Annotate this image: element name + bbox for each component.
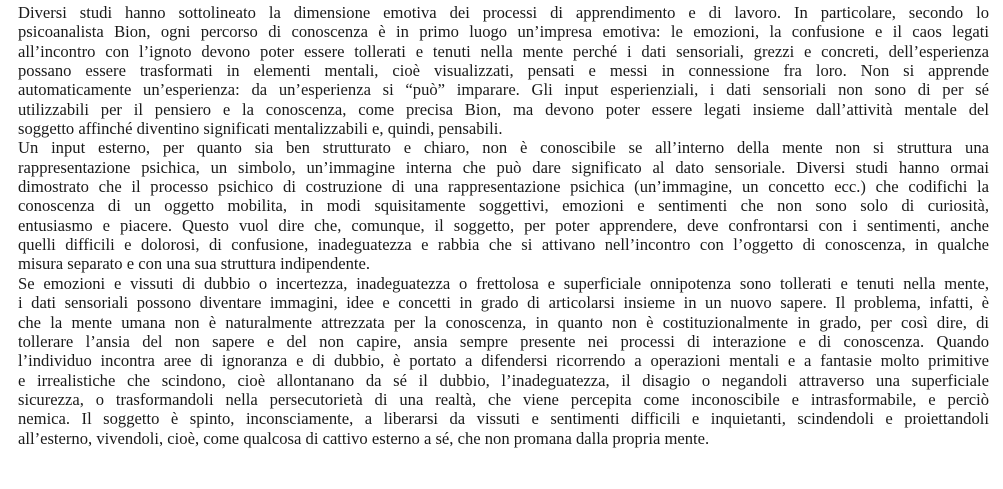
text-line: Un input esterno, per quanto sia ben strutturato e chiaro, non è conoscibile se all’interno della mente non si struttura una xyxy=(18,138,989,158)
text-line: dimostrato che il processo psichico di costruzione di una rappresentazione psichica (un’immagine, un concetto ecc.) che codifichi la xyxy=(18,177,989,197)
text-line: misura separato e con una sua struttura indipendente. xyxy=(18,254,371,274)
text-line: soggetto affinché diventino significati mentalizzabili e, quindi, pensabili. xyxy=(18,119,503,139)
text-line: sicurezza, o trasformandoli nella persecutorietà di una realtà, che viene percepita come inconoscibile e intrasformabile, e perciò xyxy=(18,389,989,409)
text-line: entusiasmo e piacere. Questo vuol dire che, comunque, il soggetto, per poter apprendere, deve confrontarsi con i sentimenti, anche xyxy=(18,215,989,235)
paragraph-2 xyxy=(18,138,989,273)
text-line: che la mente umana non è naturalmente attrezzata per la conoscenza, in quanto non è costituzionalmente in grado, per così dire, di xyxy=(18,312,989,332)
text-line: rappresentazione psichica, un simbolo, un’immagine interna che può dare significato al dato sensoriale. Diversi studi hanno ormai xyxy=(18,157,989,177)
text-line: i dati sensoriali possono diventare immagini, idee e concetti in grado di articolarsi insieme in un nuovo sapere. Il problema, infatti, è xyxy=(18,293,989,313)
paragraph-1 xyxy=(18,3,989,138)
text-line: tollerare l’ansia del non sapere e del non capire, ansia sempre presente nei processi di interazione e di conoscenza. Quando xyxy=(18,331,989,351)
text-line: all’esterno, vivendoli, cioè, come qualcosa di cattivo esterno a sé, che non promana dalla propria mente. xyxy=(18,428,710,448)
text-line: conoscenza di un oggetto mobilita, in modi squisitamente soggettivi, emozioni e sentimenti che non sono solo di curiosità, xyxy=(18,196,989,216)
text-line: all’incontro con l’ignoto devono poter essere tollerati e tenuti nella mente perché i dati sensoriali, grezzi e concreti, dell’esperienza xyxy=(18,41,989,61)
text-line: nemica. Il soggetto è spinto, inconsciamente, a liberarsi da vissuti e sentimenti difficili e inquietanti, scindendoli e proiettandoli xyxy=(18,409,989,429)
paragraph-3 xyxy=(18,274,989,448)
text-line: Se emozioni e vissuti di dubbio o incertezza, inadeguatezza o frettolosa e superficiale onnipotenza sono tollerati e tenuti nella mente, xyxy=(18,273,989,293)
text-line: quelli difficili e dolorosi, di confusione, inadeguatezza e rabbia che si attivano nell’incontro con l’oggetto di conoscenza, in qualche xyxy=(18,235,989,255)
text-line: l’individuo incontra aree di ignoranza e di dubbio, è portato a difendersi ricorrendo a operazioni mentali e a fantasie molto primitive xyxy=(18,351,989,371)
text-line: automaticamente un’esperienza: da un’esperienza si “può” imparare. Gli input esperienziali, i dati sensoriali non sono di per sé xyxy=(18,80,989,100)
text-line: Diversi studi hanno sottolineato la dimensione emotiva dei processi di apprendimento e di lavoro. In particolare, secondo lo xyxy=(18,3,989,22)
text-line: possano essere trasformati in elementi mentali, cioè visualizzati, pensati e messi in connessione fra loro. Non si apprende xyxy=(18,61,989,81)
text-line: utilizzabili per il pensiero e la conoscenza, come precisa Bion, ma devono poter essere legati insieme dall’attività mentale del xyxy=(18,99,989,119)
text-line: e irrealistiche che scindono, cioè allontanano da sé il dubbio, l’inadeguatezza, il disagio o negandoli attraverso una superficiale xyxy=(18,370,989,390)
text-line: psicoanalista Bion, ogni percorso di conoscenza è in primo luogo un’impresa emotiva: le emozioni, la confusione e il caos legati xyxy=(18,22,989,42)
